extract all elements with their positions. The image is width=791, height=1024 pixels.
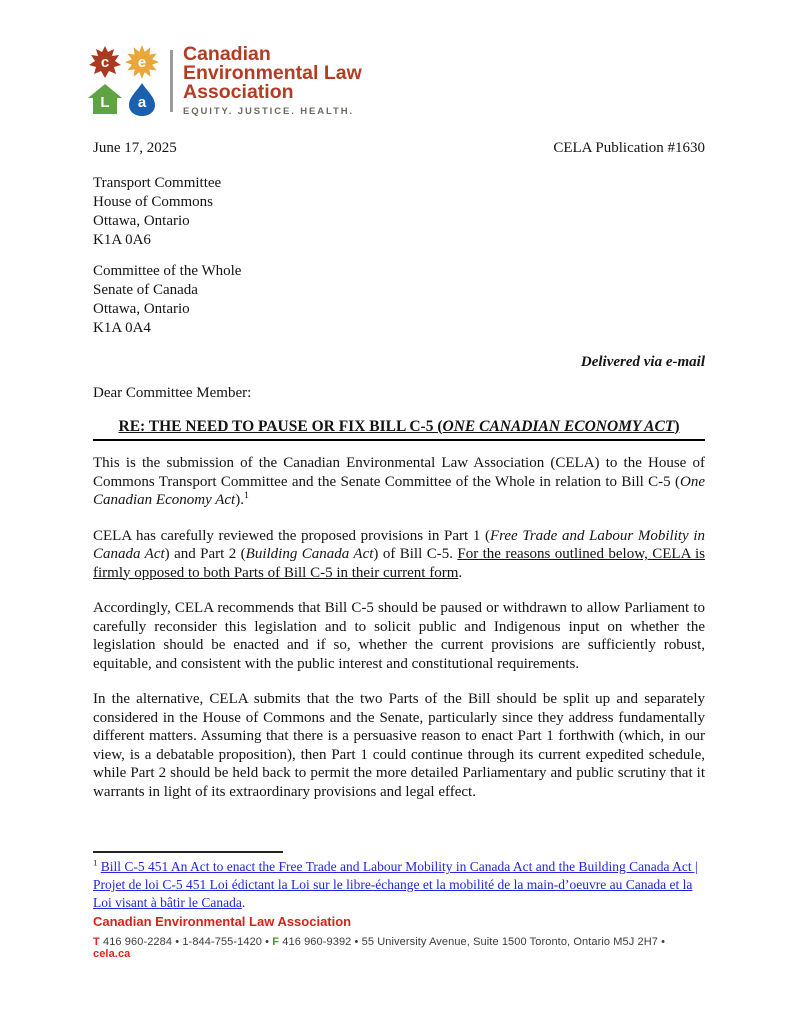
page-footer [93, 851, 705, 960]
recipient-block-commons [93, 174, 705, 250]
logo-divider [170, 50, 173, 112]
salutation: Dear Committee Member: [93, 385, 252, 401]
cela-logo [88, 42, 705, 117]
recipient-line: Senate of Canada [93, 282, 198, 298]
house-icon [88, 82, 122, 116]
publication-number: CELA Publication #1630 [553, 140, 705, 156]
website-link[interactable]: cela.ca [93, 948, 131, 960]
logo-tiles [88, 45, 159, 116]
logo-wordmark [183, 42, 362, 117]
sun-icon [125, 45, 159, 79]
paragraph-2: CELA has carefully reviewed the proposed provisions in Part 1 (Free Trade and Labour Mobility in Canada Act) and Part 2 (Building Canada Act) of Bill C-5. For the reasons outlined below, CELA is firmly opposed to both Parts of Bill C-5 in their current form. [93, 527, 706, 581]
logo-name-line: Environmental Law [183, 61, 362, 84]
footnote-link[interactable]: Bill C-5 451 An Act to enact the Free Trade and Labour Mobility in Canada Act and the Building Canada Act | Projet de loi C-5 451 Loi édictant la Loi sur le libre-échange et la mobilité de la main-d’oeuvre au Canada et la Loi visant à bâtir le Canada [93, 859, 698, 910]
letter-date: June 17, 2025 [93, 140, 177, 156]
paragraph-1: This is the submission of the Canadian Environmental Law Association (CELA) to the House of Commons Transport Committee and the Senate Committee of the Whole in relation to Bill C-5 (One Canadian Economy Act).$^1$ [93, 455, 705, 508]
droplet-icon [125, 82, 159, 116]
recipient-line: Committee of the Whole [93, 263, 242, 279]
logo-name-line: Canadian [183, 42, 271, 65]
paragraph-4: In the alternative, CELA submits that the two Parts of the Bill should be split up and separately considered in the House of Commons and the Senate, particularly since they address fundamentally different matters. Assuming that there is a persuasive reason to enact Part 1 forthwith (which, in our view, is a debatable proposition), then Part 1 could continue through its current expedited schedule, while Part 2 should be held back to permit the more detailed Parliamentary and public scrutiny that it warrants in light of its extraordinary provisions and legal effect. [93, 691, 705, 800]
logo-letter: e [137, 53, 147, 71]
footnote-divider [93, 851, 283, 853]
footnote: $^1$ Bill C-5 451 An Act to enact the Free Trade and Labour Mobility in Canada Act and the Building Canada Act | Projet de loi C-5 451 Loi édictant la Loi sur le libre-échange et la mobilité de la main-d’oeuvre au Canada et la Loi visant à bâtir le Canada. [93, 857, 698, 910]
recipient-line: K1A 0A6 [93, 232, 151, 248]
footer-contact: T 416 960-2284 • 1-844-755-1420 • F 416 960-9392 • 55 University Avenue, Suite 1500 Toronto, Ontario M5J 2H7 • cela.ca [93, 936, 666, 960]
logo-letter: L [100, 94, 110, 111]
paragraph-3: Accordingly, CELA recommends that Bill C-5 should be paused or withdrawn to allow Parliament to carefully reconsider this legislation and to solicit public and Indigenous input on whether the legislation should be enacted and if so, whether the current provisions are sufficiently robust, equitable, and consistent with the public interest and constitutional requirements. [93, 600, 705, 672]
recipient-line: Ottawa, Ontario [93, 301, 190, 317]
subject-line: RE: THE NEED TO PAUSE OR FIX BILL C-5 (ONE CANADIAN ECONOMY ACT) [93, 418, 705, 441]
recipient-line: House of Commons [93, 194, 213, 210]
logo-name-line: Association [183, 80, 294, 103]
footer-org-name: Canadian Environmental Law Association [93, 914, 352, 929]
recipient-line: K1A 0A4 [93, 320, 151, 336]
recipient-line: Ottawa, Ontario [93, 213, 190, 229]
recipient-line: Transport Committee [93, 175, 222, 191]
date-row [93, 140, 705, 157]
recipient-block-senate [93, 262, 705, 338]
logo-letter: a [137, 94, 147, 111]
logo-tagline: EQUITY. JUSTICE. HEALTH. [183, 105, 355, 117]
delivery-note: Delivered via e-mail [580, 354, 705, 370]
leaf-icon [88, 45, 122, 79]
logo-letter: c [100, 53, 110, 71]
